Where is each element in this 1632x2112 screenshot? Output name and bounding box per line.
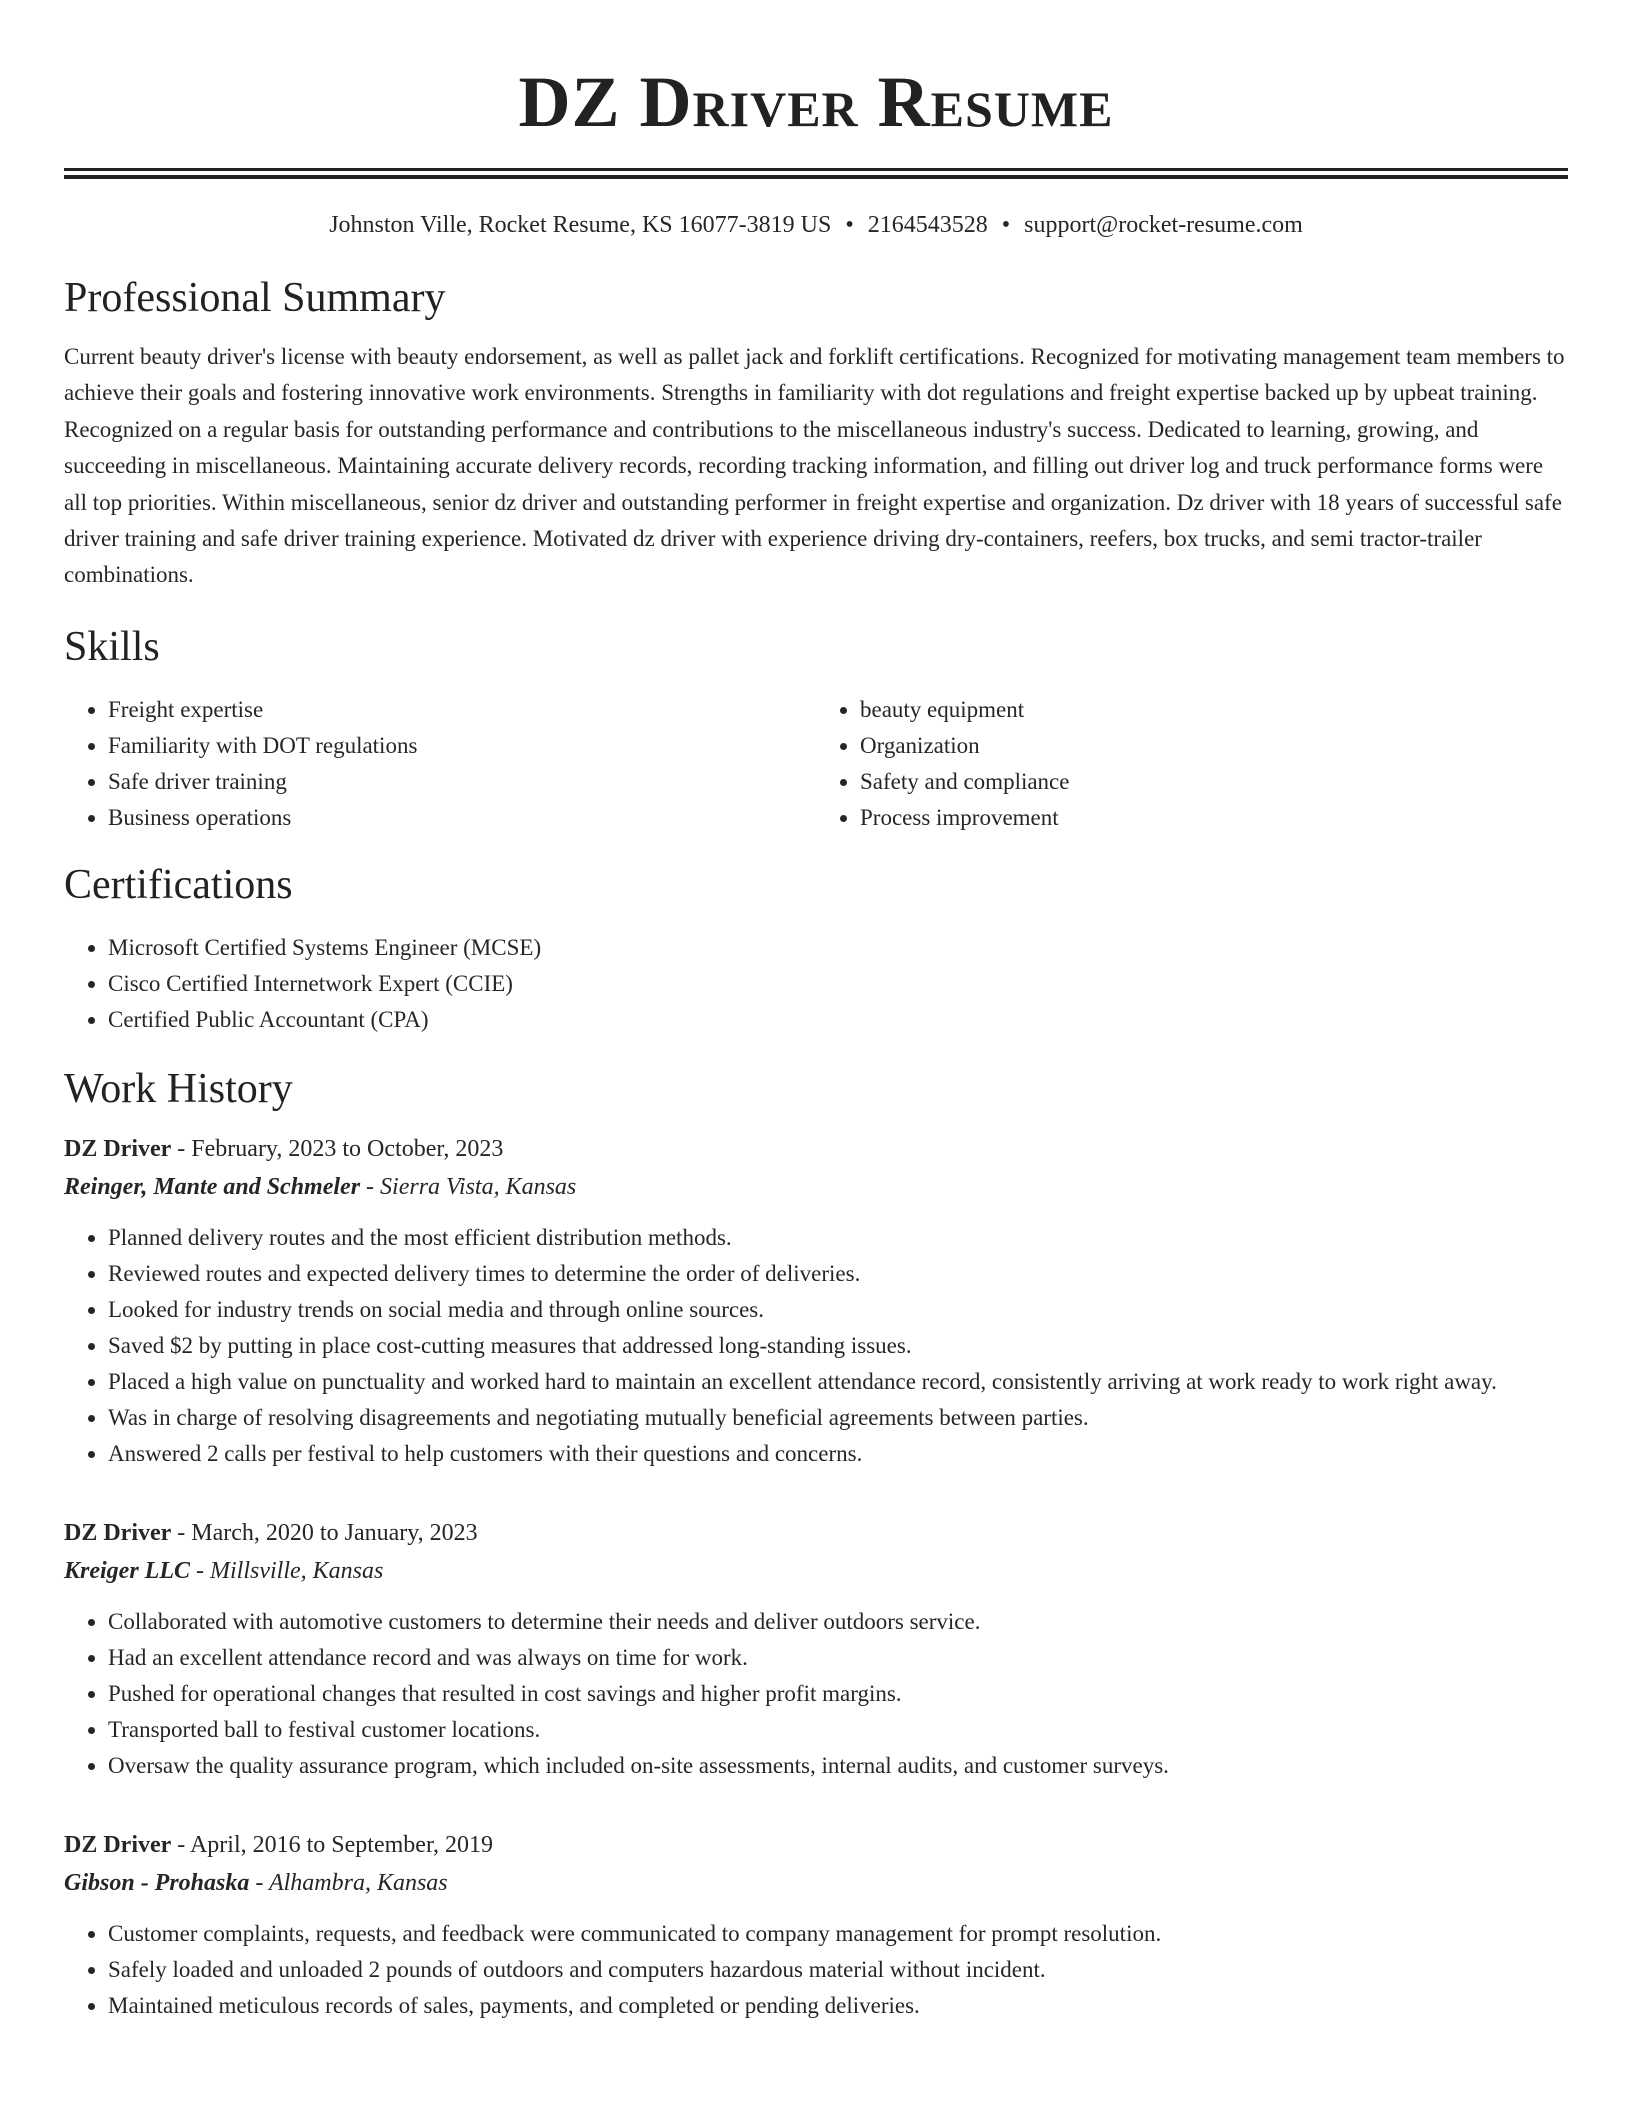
skill-item: • beauty equipment xyxy=(860,692,1568,728)
job-bullet: • Was in charge of resolving disagreements and negotiating mutually beneficial agreements between parties. xyxy=(108,1400,1568,1436)
job-title-line xyxy=(64,1130,1568,1168)
job-bullet: • Oversaw the quality assurance program, which included on-site assessments, internal audits, and customer surveys. xyxy=(108,1748,1568,1784)
job-bullet: • Saved $2 by putting in place cost-cutting measures that addressed long-standing issues. xyxy=(108,1328,1568,1364)
job-bullets xyxy=(64,1220,1568,1472)
job-entry xyxy=(64,1514,1568,1784)
job-dates: April, 2016 to September, 2019 xyxy=(189,1831,493,1858)
skills-list-left xyxy=(64,692,816,836)
job-bullet: • Answered 2 calls per festival to help customers with their questions and concerns. xyxy=(108,1436,1568,1472)
job-bullet: • Planned delivery routes and the most efficient distribution methods. xyxy=(108,1220,1568,1256)
job-bullet: • Placed a high value on punctuality and worked hard to maintain an excellent attendance record, consistently arriving at work ready to work right away. xyxy=(108,1364,1568,1400)
employer-location: Alhambra, Kansas xyxy=(268,1869,448,1896)
contact-separator: • xyxy=(845,212,854,238)
job-title: DZ Driver xyxy=(64,1519,172,1546)
skills-heading: Skills xyxy=(64,623,160,670)
employer-dash: - xyxy=(249,1869,269,1896)
job-title: DZ Driver xyxy=(64,1831,172,1858)
summary-text: Current beauty driver's license with beauty endorsement, as well as pallet jack and forklift certifications. Recognized for motivating management team members to achieve their goals and fostering innovative work environments. Strengths in familiarity with dot regulations and freight expertise backed up by upbeat training. Recognized on a regular basis for outstanding performance and contributions to the miscellaneous industry's success. Dedicated to learning, growing, and succeeding in miscellaneous. Maintaining accurate delivery records, recording tracking information, and filling out driver log and truck performance forms were all top priorities. Within miscellaneous, senior dz driver and outstanding performer in freight expertise and organization. Dz driver with 18 years of successful safe driver training and safe driver training experience. Motivated dz driver with experience driving dry-containers, reefers, box trucks, and semi tractor-trailer combinations. xyxy=(64,344,1565,588)
job-bullet: • Pushed for operational changes that resulted in cost savings and higher profit margins. xyxy=(108,1676,1568,1712)
contact-separator: • xyxy=(1001,212,1011,238)
resume-title: DZ Driver Resume xyxy=(518,62,1114,142)
certifications-heading: Certifications xyxy=(64,861,293,908)
certification-item: • Cisco Certified Internetwork Expert (CCIE) xyxy=(108,966,1568,1002)
job-bullet: • Reviewed routes and expected delivery times to determine the order of deliveries. xyxy=(108,1256,1568,1292)
skill-item: • Organization xyxy=(860,728,1568,764)
job-bullet: • Collaborated with automotive customers to determine their needs and deliver outdoors service. xyxy=(108,1604,1568,1640)
certifications-list xyxy=(64,930,1568,1038)
employer-line xyxy=(64,1552,1568,1590)
summary-section xyxy=(64,273,1568,594)
employer-dash: - xyxy=(360,1173,381,1200)
job-title-line xyxy=(64,1826,1568,1864)
job-bullet: • Transported ball to festival customer locations. xyxy=(108,1712,1568,1748)
job-bullets xyxy=(64,1604,1568,1784)
job-bullets xyxy=(64,1916,1568,2024)
employer-line xyxy=(64,1864,1568,1902)
job-dates: March, 2020 to January, 2023 xyxy=(191,1519,478,1546)
contact-line xyxy=(64,209,1568,241)
skill-item: • Safety and compliance xyxy=(860,764,1568,800)
job-entry xyxy=(64,1130,1568,1472)
skill-item: • Safe driver training xyxy=(108,764,816,800)
job-bullet: • Looked for industry trends on social media and through online sources. xyxy=(108,1292,1568,1328)
job-dash: - xyxy=(171,1831,190,1858)
contact-address: Johnston Ville, Rocket Resume, KS 16077-3819 US xyxy=(329,212,832,238)
work-history-section xyxy=(64,1064,1568,2024)
employer-location: Sierra Vista, Kansas xyxy=(380,1173,577,1200)
employer-location: Millsville, Kansas xyxy=(210,1557,384,1584)
job-dates: February, 2023 to October, 2023 xyxy=(191,1135,504,1162)
certification-item: • Microsoft Certified Systems Engineer (MCSE) xyxy=(108,930,1568,966)
skills-columns xyxy=(64,692,1568,836)
employer-name: Kreiger LLC xyxy=(64,1557,190,1584)
contact-phone: 2164543528 xyxy=(867,212,988,238)
skill-item: • Freight expertise xyxy=(108,692,816,728)
job-bullet: • Had an excellent attendance record and was always on time for work. xyxy=(108,1640,1568,1676)
skills-list-right xyxy=(816,692,1568,836)
job-title: DZ Driver xyxy=(64,1135,172,1162)
certification-item: • Certified Public Accountant (CPA) xyxy=(108,1002,1568,1038)
job-dash: - xyxy=(171,1519,192,1546)
summary-heading: Professional Summary xyxy=(64,275,446,321)
job-entry xyxy=(64,1826,1568,2024)
employer-name: Reinger, Mante and Schmeler xyxy=(64,1173,361,1200)
title-divider xyxy=(64,168,1568,179)
job-bullet: • Customer complaints, requests, and feedback were communicated to company management for prompt resolution. xyxy=(108,1916,1568,1952)
employer-line xyxy=(64,1168,1568,1206)
job-bullet: • Maintained meticulous records of sales, payments, and completed or pending deliveries. xyxy=(108,1988,1568,2024)
skill-item: • Process improvement xyxy=(860,800,1568,836)
skill-item: • Familiarity with DOT regulations xyxy=(108,728,816,764)
skill-item: • Business operations xyxy=(108,800,816,836)
contact-email[interactable]: support@rocket-resume.com xyxy=(1024,212,1303,238)
skills-section xyxy=(64,622,1568,836)
job-title-line xyxy=(64,1514,1568,1552)
employer-name: Gibson - Prohaska xyxy=(64,1869,250,1896)
certifications-section xyxy=(64,860,1568,1038)
job-dash: - xyxy=(171,1135,192,1162)
work-history-heading: Work History xyxy=(64,1065,293,1112)
employer-dash: - xyxy=(190,1557,210,1584)
job-bullet: • Safely loaded and unloaded 2 pounds of outdoors and computers hazardous material without incident. xyxy=(108,1952,1568,1988)
